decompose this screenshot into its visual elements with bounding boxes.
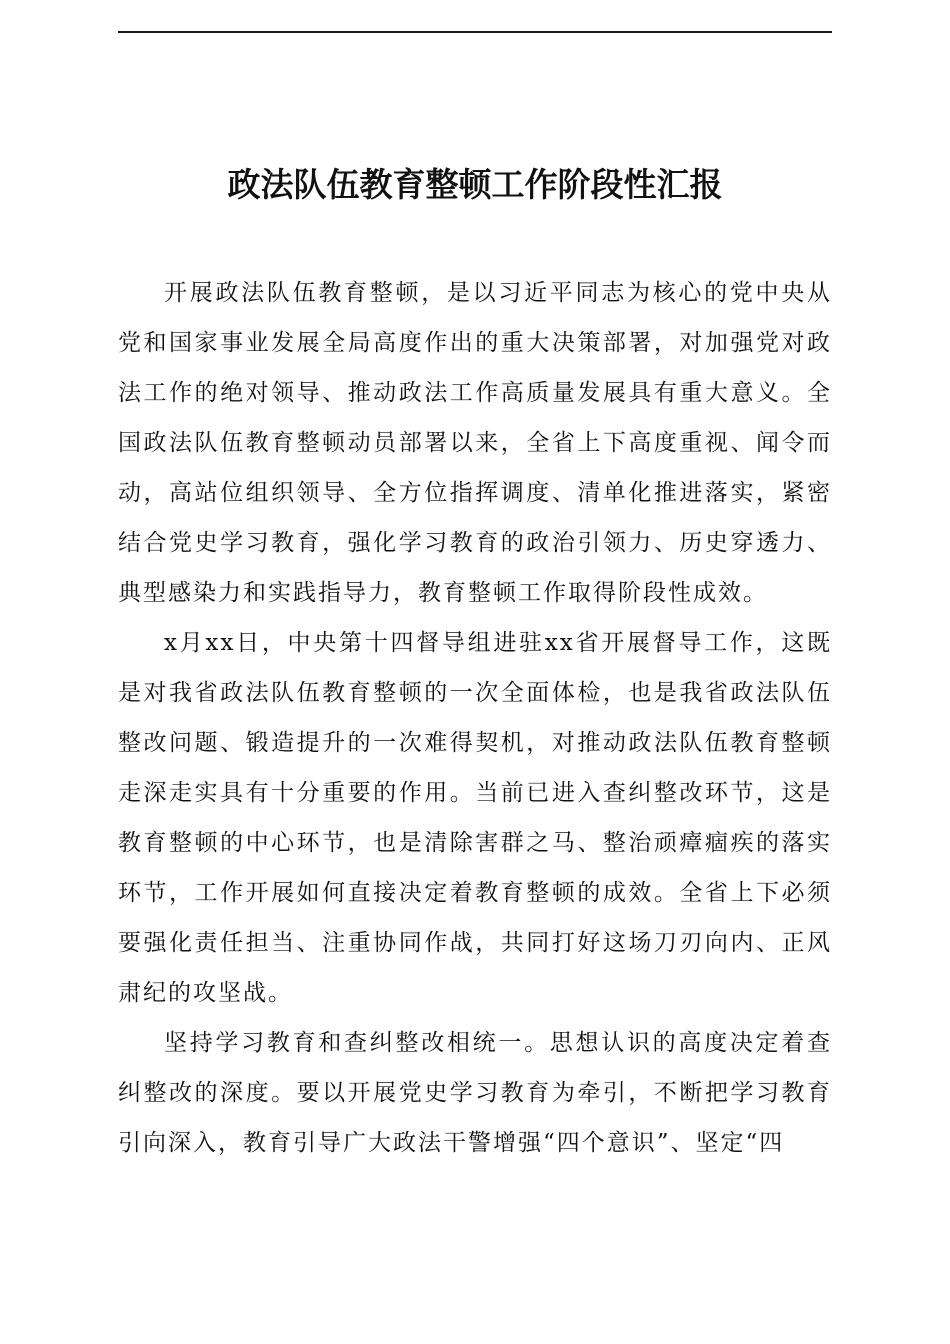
document-body	[118, 268, 832, 1328]
paragraph-3: 坚持学习教育和查纠整改相统一。思想认识的高度决定着查纠整改的深度。要以开展党史学习教育为牵引，不断把学习教育引向深入，教育引导广大政法干警增强“四个意识”、坚定“四	[118, 1030, 832, 1156]
paragraph-2: x月xx日，中央第十四督导组进驻xx省开展督导工作，这既是对我省政法队伍教育整顿的一次全面体检，也是我省政法队伍整改问题、锻造提升的一次难得契机，对推动政法队伍教育整顿走深走实具有十分重要的作用。当前已进入查纠整改环节，这是教育整顿的中心环节，也是清除害群之马、整治顽瘴痼疾的落实环节，工作开展如何直接决定着教育整顿的成效。全省上下必须要强化责任担当、注重协同作战，共同打好这场刀刃向内、正风肃纪的攻坚战。	[118, 630, 832, 1006]
document-title: 政法队伍教育整顿工作阶段性汇报	[227, 165, 723, 204]
paragraph-1: 开展政法队伍教育整顿，是以习近平同志为核心的党中央从党和国家事业发展全局高度作出的重大决策部署，对加强党对政法工作的绝对领导、推动政法工作高质量发展具有重大意义。全国政法队伍教育整顿动员部署以来，全省上下高度重视、闻令而动，高站位组织领导、全方位指挥调度、清单化推进落实，紧密结合党史学习教育，强化学习教育的政治引领力、历史穿透力、典型感染力和实践指导力，教育整顿工作取得阶段性成效。	[118, 280, 832, 606]
header-rule	[118, 31, 832, 33]
